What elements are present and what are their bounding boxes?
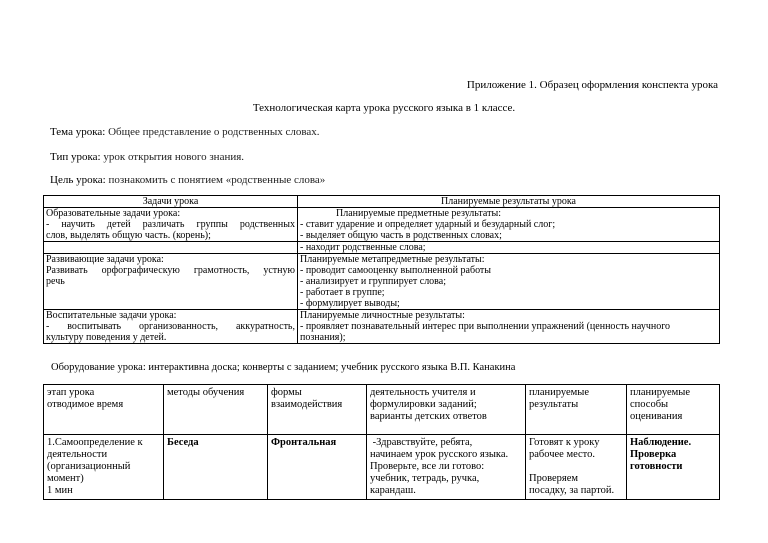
cell-line: Готовят к уроку (529, 437, 600, 448)
header-line: этап урока (47, 387, 95, 398)
methods-header (164, 385, 268, 435)
cell-line: 1 мин (47, 485, 73, 496)
header-line: оценивания (630, 411, 683, 422)
forms-header (268, 385, 367, 435)
type-value: урок открытия нового знания. (103, 151, 245, 163)
teacher-activity-cell (367, 435, 526, 500)
appendix-note: Приложение 1. Образец оформления конспекта урока (466, 79, 718, 91)
results-header: Планируемые результаты урока (298, 196, 720, 208)
goal-value: познакомить с понятием «родственные слова» (108, 174, 326, 186)
header-line: отводимое время (47, 399, 124, 410)
table-row (44, 254, 720, 310)
result-line: - анализирует и группирует слова; (300, 276, 446, 287)
result-line: - проводит самооценку выполненной работы (300, 265, 492, 276)
cell-line: Проверка (630, 449, 677, 460)
result-line: - ставит ударение и определяет ударный и безударный слог; (300, 219, 556, 230)
result-line: - выделяет общую часть в родственных словах; (300, 230, 502, 241)
result-line: - работает в группе; (300, 287, 385, 298)
stage-cell (44, 435, 164, 500)
cell-line: -Здравствуйте, ребята, (370, 437, 473, 448)
cell-line: Проверьте, все ли готово: (370, 461, 485, 472)
type-label: Тип урока: (50, 151, 101, 163)
header-line: варианты детских ответов (370, 411, 487, 422)
header-line: взаимодействия (271, 399, 343, 410)
result-title: Планируемые личностные результаты: (300, 310, 465, 321)
tasks-header: Задачи урока (44, 196, 298, 208)
assessment-cell (627, 435, 720, 500)
cell-line: Проверяем (529, 473, 579, 484)
result-line: - находит родственные слова; (300, 242, 426, 253)
teacher-activity-header (367, 385, 526, 435)
assessment-header (627, 385, 720, 435)
result-line: познания); (300, 332, 346, 343)
results-cell (526, 435, 627, 500)
document-title: Технологическая карта урока русского языка в 1 классе. (252, 102, 516, 114)
lesson-topic (50, 126, 320, 138)
result-line: - проявляет познавательный интерес при выполнении упражнений (ценность научного (300, 321, 671, 332)
form-cell: Фронтальная (268, 435, 367, 500)
result-cell (298, 242, 720, 254)
table-row (44, 242, 720, 254)
method-cell: Беседа (164, 435, 268, 500)
table-row (44, 208, 720, 242)
header-line: планируемые (529, 387, 590, 398)
result-cell (298, 254, 720, 310)
cell-line: деятельности (47, 449, 108, 460)
task-cell (44, 310, 298, 344)
table-row (44, 310, 720, 344)
task-cell (44, 242, 298, 254)
header-line: планируемые (630, 387, 691, 398)
table-header-row (44, 385, 720, 435)
result-cell (298, 310, 720, 344)
header-line: методы обучения (167, 387, 245, 398)
header-line: деятельность учителя и (370, 387, 476, 398)
tasks-results-table (43, 195, 720, 344)
lesson-goal (50, 174, 325, 186)
cell-line: 1.Самоопределение к (47, 437, 143, 448)
task-cell (44, 254, 298, 310)
result-line: - формулирует выводы; (300, 298, 400, 309)
header-line: формы (271, 387, 302, 398)
cell-line: учебник, тетрадь, ручка, (370, 473, 480, 484)
lesson-stages-table (43, 384, 720, 500)
cell-line: готовности (630, 461, 683, 472)
header-line: способы (630, 399, 669, 410)
equipment-line: Оборудование урока: интерактивна доска; конверты с заданием; учебник русского языка В.П. Канакина (51, 362, 516, 373)
task-cell (44, 208, 298, 242)
task-title: Воспитательные задачи урока: (46, 310, 177, 321)
stage-header (44, 385, 164, 435)
goal-label: Цель урока: (50, 174, 106, 186)
cell-line: начинаем урок русского языка. (370, 449, 509, 460)
result-title: Планируемые метапредметные результаты: (300, 254, 485, 265)
table-row (44, 435, 720, 500)
result-title: Планируемые предметные результаты: (336, 208, 501, 219)
header-line: формулировки заданий; (370, 399, 477, 410)
cell-line: карандаш. (370, 485, 416, 496)
task-line: - научить детей различать группы родственных (46, 219, 295, 230)
cell-line: момент) (47, 473, 84, 484)
task-line: Развивать орфографическую грамотность, устную (46, 265, 295, 276)
topic-label: Тема урока: (50, 126, 106, 138)
task-line: - воспитывать организованность, аккуратность, (46, 321, 295, 332)
task-title: Развивающие задачи урока: (46, 254, 164, 265)
task-line: слов, выделять общую часть. (корень); (46, 230, 211, 241)
cell-line (529, 461, 623, 473)
task-line: культуру поведения у детей. (46, 332, 167, 343)
task-title: Образовательные задачи урока: (46, 208, 181, 219)
cell-line: Наблюдение. (630, 437, 692, 448)
cell-line: посадку, за партой. (529, 485, 615, 496)
cell-line: (организационный (47, 461, 131, 472)
task-line: речь (46, 276, 65, 287)
cell-line: рабочее место. (529, 449, 596, 460)
result-cell (298, 208, 720, 242)
lesson-type (50, 151, 244, 163)
topic-value: Общее представление о родственных словах. (108, 126, 320, 138)
planned-results-header (526, 385, 627, 435)
header-line: результаты (529, 399, 579, 410)
